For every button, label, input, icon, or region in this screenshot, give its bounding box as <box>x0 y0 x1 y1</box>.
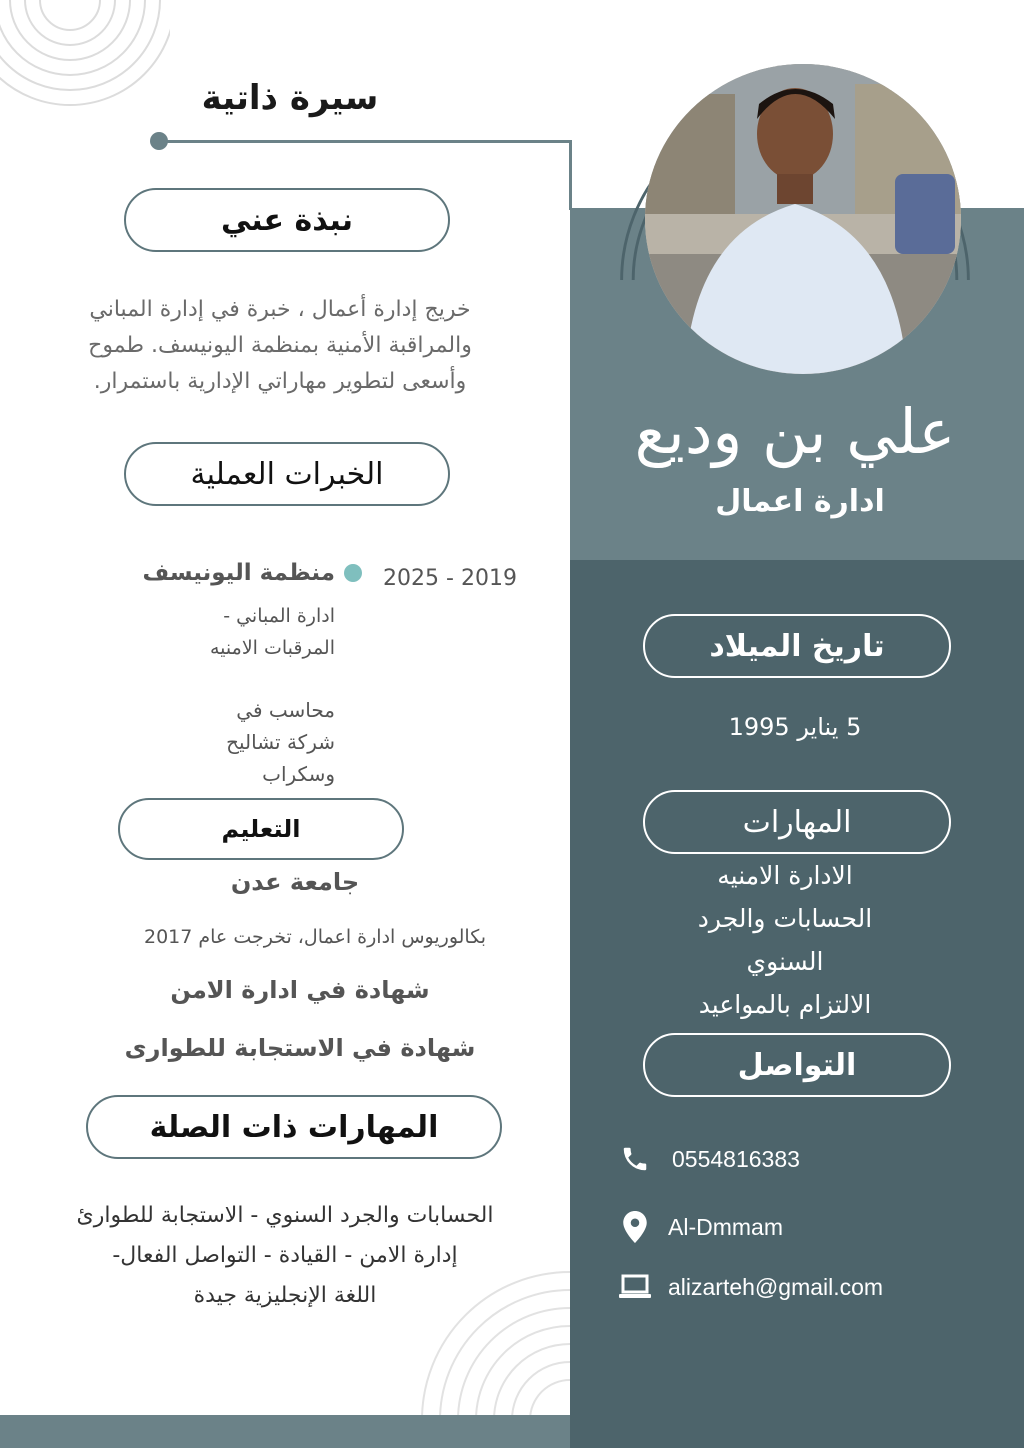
related-skills-heading-label: المهارات ذات الصلة <box>149 1109 439 1145</box>
related-skills-text <box>20 1196 550 1316</box>
experience-bullet-dot <box>344 564 362 582</box>
contact-email-row <box>618 1270 883 1304</box>
skill-item: الادارة الامنيه <box>717 861 853 890</box>
experience-heading-label: الخبرات العملية <box>190 456 384 492</box>
experience-other-line: وسكراب <box>262 762 335 786</box>
about-heading-label: نبذة عني <box>220 202 354 238</box>
experience-other <box>120 694 335 790</box>
title-connector-vertical <box>569 140 572 210</box>
about-text <box>40 292 520 400</box>
contact-location-row <box>618 1210 783 1244</box>
skill-item: الالتزام بالمواعيد <box>698 990 872 1019</box>
skills-list <box>640 854 930 1026</box>
experience-role-line: ادارة المباني - <box>223 605 335 627</box>
phone-icon <box>618 1142 652 1176</box>
contact-phone[interactable]: 0554816383 <box>672 1145 800 1172</box>
education-heading-label: التعليم <box>221 815 301 843</box>
decorative-arcs-top-left <box>0 0 170 130</box>
related-skills-line: إدارة الامن - القيادة - التواصل الفعال- <box>112 1243 458 1268</box>
title-dot <box>150 132 168 150</box>
education-certificate: شهادة في الاستجابة للطوارى <box>124 1034 476 1062</box>
experience-other-line: شركة تشاليح <box>226 730 335 754</box>
contact-phone-row <box>618 1142 800 1176</box>
skills-heading-label: المهارات <box>742 804 852 840</box>
related-skills-line: اللغة الإنجليزية جيدة <box>193 1283 377 1308</box>
bottom-strip <box>0 1415 570 1448</box>
laptop-icon <box>618 1270 652 1304</box>
contact-heading-label: التواصل <box>737 1047 857 1083</box>
education-university: جامعة عدن <box>230 868 360 896</box>
about-line: وأسعى لتطوير مهاراتي الإدارية باستمرار. <box>93 369 467 394</box>
page-title: سيرة ذاتية <box>201 78 379 118</box>
experience-period: 2025 - 2019 <box>383 566 517 591</box>
education-degree: بكالوريوس ادارة اعمال، تخرجت عام 2017 <box>143 926 486 948</box>
profile-photo <box>645 64 961 374</box>
skill-item: الحسابات والجرد <box>697 904 873 933</box>
experience-role <box>120 600 335 664</box>
profile-job-title: ادارة اعمال <box>715 484 885 519</box>
skills-heading <box>643 790 951 854</box>
location-pin-icon <box>618 1210 652 1244</box>
contact-email[interactable]: alizarteh@gmail.com <box>668 1273 884 1300</box>
related-skills-heading <box>86 1095 502 1159</box>
contact-heading <box>643 1033 951 1097</box>
experience-other-line: محاسب في <box>236 698 335 722</box>
about-heading <box>124 188 450 252</box>
birth-heading-label: تاريخ الميلاد <box>709 628 885 664</box>
skill-item: السنوي <box>746 947 824 976</box>
education-heading <box>118 798 404 860</box>
about-line: والمراقبة الأمنية بمنظمة اليونيسف. طموح <box>88 333 472 358</box>
title-connector-line <box>158 140 572 143</box>
education-certificate: شهادة في ادارة الامن <box>170 976 430 1004</box>
related-skills-line: الحسابات والجرد السنوي - الاستجابة للطوارئ <box>76 1203 494 1228</box>
contact-location: Al-Dmmam <box>668 1213 783 1240</box>
birth-heading <box>643 614 951 678</box>
birth-date: 5 يناير 1995 <box>728 713 862 741</box>
profile-name: علي بن وديع <box>634 395 956 468</box>
experience-role-line: المرقبات الامنيه <box>209 637 335 659</box>
experience-heading <box>124 442 450 506</box>
about-line: خريج إدارة أعمال ، خبرة في إدارة المباني <box>89 297 471 322</box>
experience-organization: منظمة اليونيسف <box>142 560 335 586</box>
